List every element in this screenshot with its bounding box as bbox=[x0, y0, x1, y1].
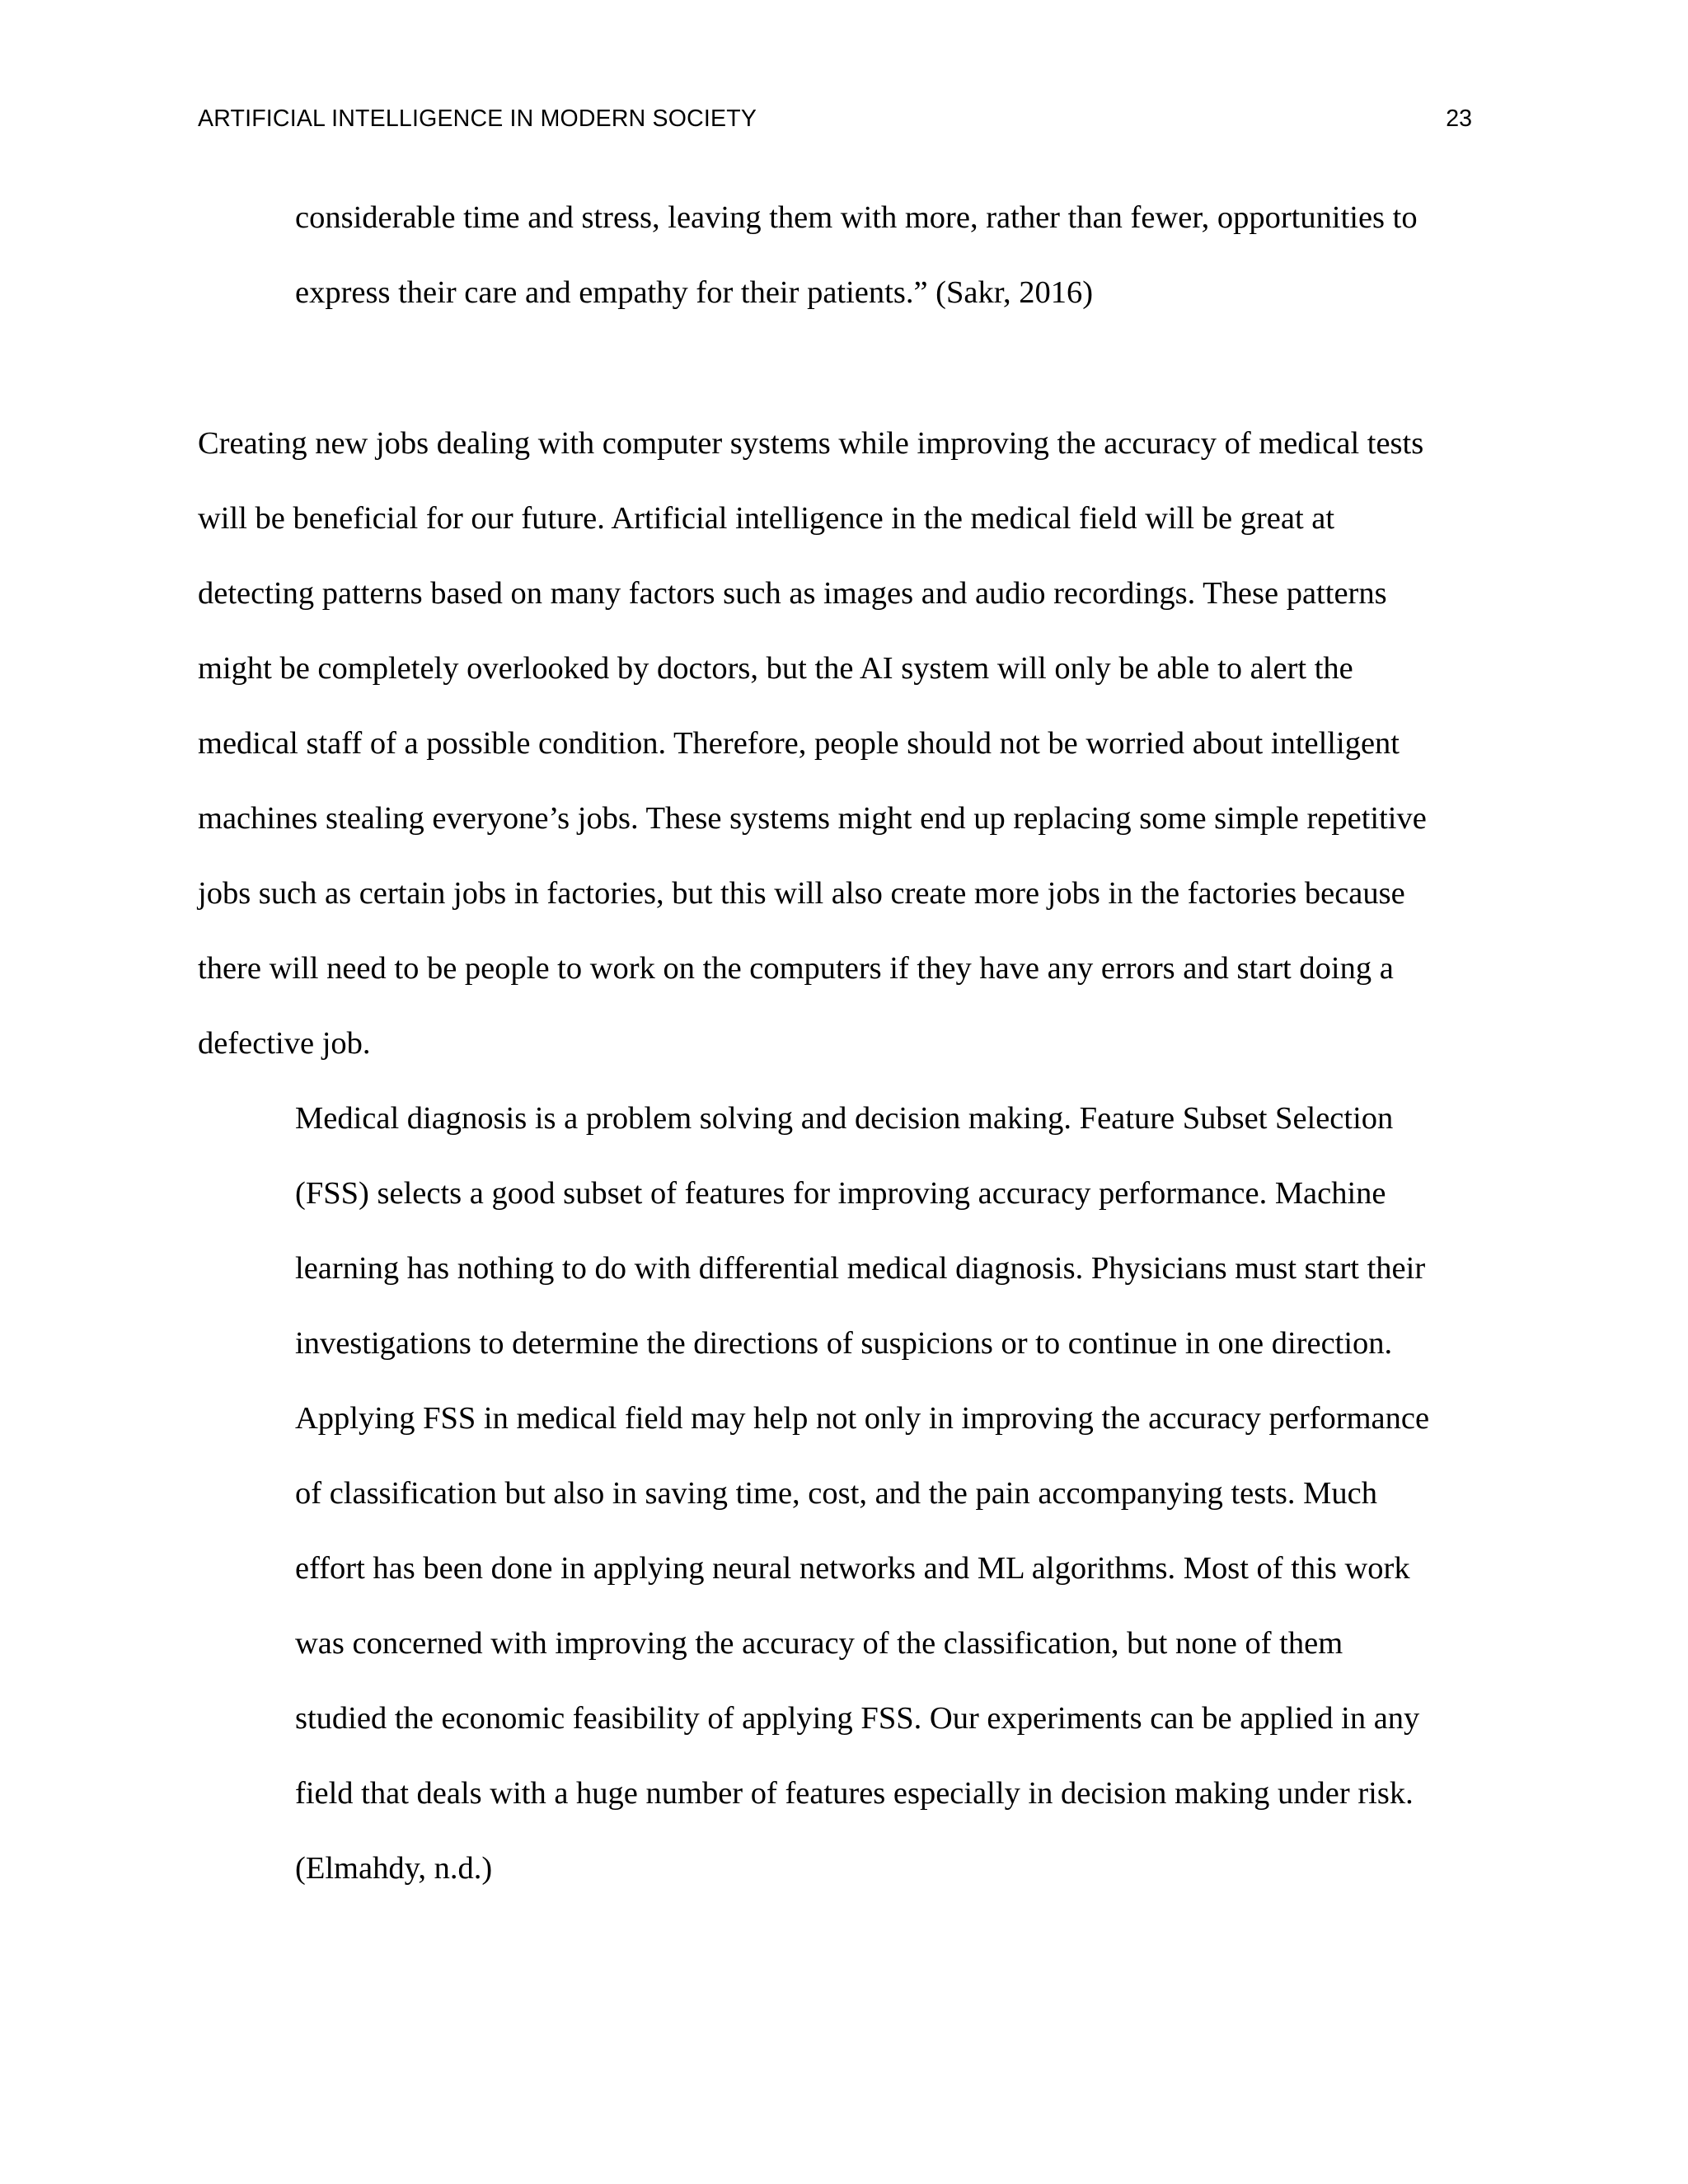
paragraph-line: might be completely overlooked by doctors, but the AI system will only be able to alert the bbox=[198, 651, 1353, 686]
quote-bottom-line: learning has nothing to do with differential medical diagnosis. Physicians must start their bbox=[295, 1251, 1426, 1286]
running-head bbox=[198, 102, 1472, 135]
quote-bottom-line: Medical diagnosis is a problem solving and decision making. Feature Subset Selection bbox=[295, 1101, 1394, 1136]
quote-bottom-line: (Elmahdy, n.d.) bbox=[295, 1851, 493, 1886]
quote-top-line: express their care and empathy for their patients.” (Sakr, 2016) bbox=[295, 275, 1094, 310]
quote-bottom-line: was concerned with improving the accuracy of the classification, but none of them bbox=[295, 1626, 1343, 1661]
paragraph-line: medical staff of a possible condition. Therefore, people should not be worried about intelligent bbox=[198, 726, 1400, 761]
quote-top-line: considerable time and stress, leaving them with more, rather than fewer, opportunities to bbox=[295, 200, 1418, 235]
quote-bottom-line: Applying FSS in medical field may help not only in improving the accuracy performance bbox=[295, 1401, 1430, 1436]
quote-bottom-line: effort has been done in applying neural networks and ML algorithms. Most of this work bbox=[295, 1551, 1410, 1586]
quote-bottom-line: field that deals with a huge number of features especially in decision making under risk. bbox=[295, 1776, 1414, 1811]
quote-bottom-line: of classification but also in saving time, cost, and the pain accompanying tests. Much bbox=[295, 1476, 1377, 1511]
quote-bottom-line: (FSS) selects a good subset of features for improving accuracy performance. Machine bbox=[295, 1176, 1386, 1211]
paragraph-line: Creating new jobs dealing with computer systems while improving the accuracy of medical tests bbox=[198, 426, 1424, 461]
running-head-title: ARTIFICIAL INTELLIGENCE IN MODERN SOCIETY bbox=[198, 105, 757, 132]
paragraph-line: will be beneficial for our future. Artificial intelligence in the medical field will be great at bbox=[198, 501, 1335, 536]
paragraph-line: jobs such as certain jobs in factories, but this will also create more jobs in the factories because bbox=[198, 876, 1405, 911]
quote-bottom-line: studied the economic feasibility of applying FSS. Our experiments can be applied in any bbox=[295, 1701, 1420, 1736]
paragraph-line: machines stealing everyone’s jobs. These systems might end up replacing some simple repetitive bbox=[198, 801, 1427, 836]
quote-bottom-line: investigations to determine the directions of suspicions or to continue in one direction. bbox=[295, 1326, 1393, 1361]
paragraph-line: defective job. bbox=[198, 1026, 371, 1061]
page-number: 23 bbox=[1446, 105, 1472, 132]
paragraph-line: detecting patterns based on many factors such as images and audio recordings. These patterns bbox=[198, 576, 1387, 611]
paragraph-line: there will need to be people to work on the computers if they have any errors and start doing a bbox=[198, 951, 1394, 986]
